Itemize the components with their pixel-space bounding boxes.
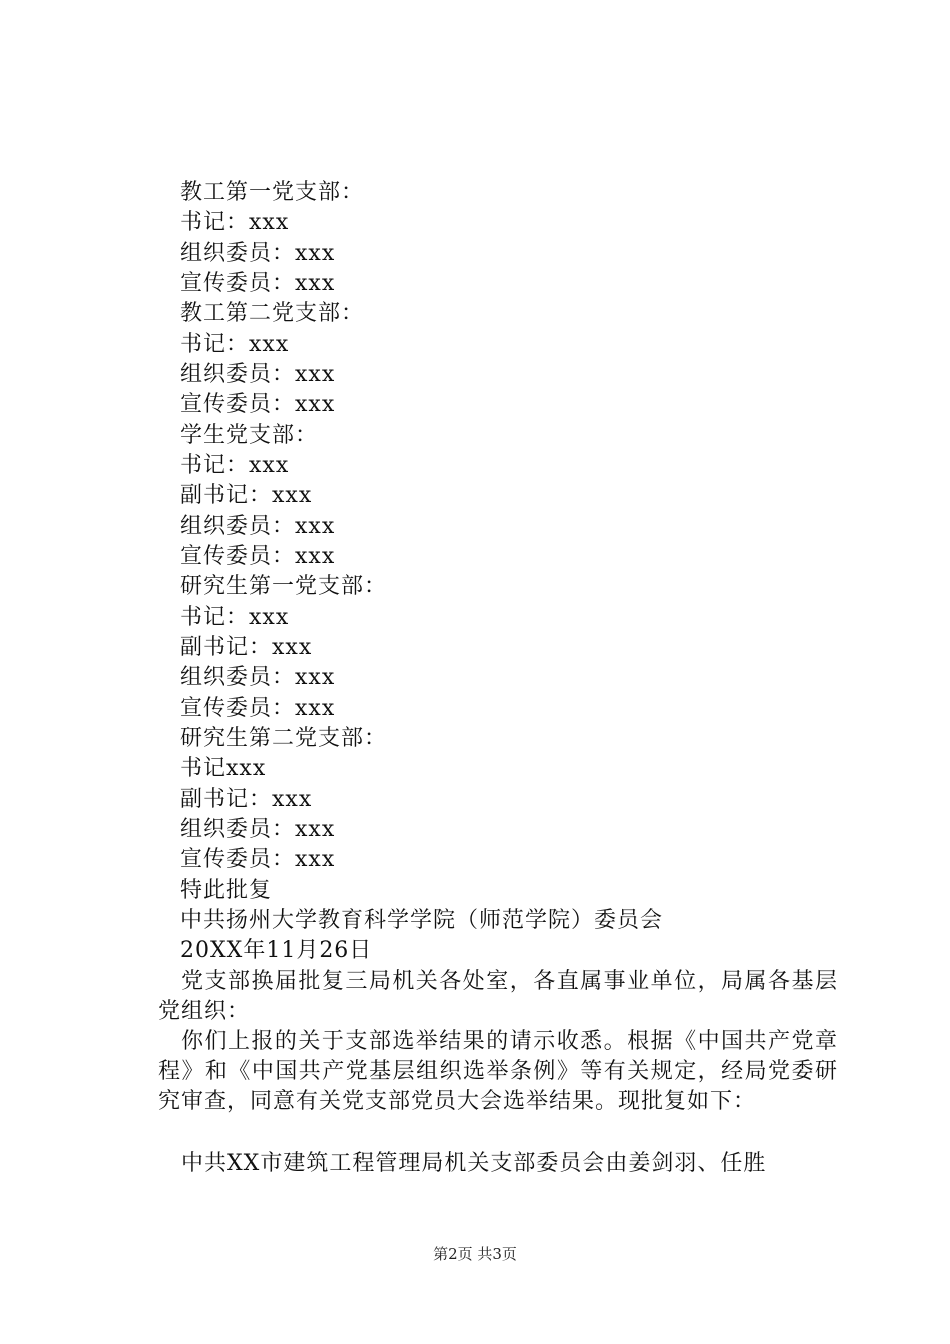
branch-heading: 学生党支部： [180, 423, 319, 448]
role-line: 宣传委员：xxx [180, 847, 336, 872]
role-line: 宣传委员：xxx [180, 696, 336, 721]
branch-heading: 教工第二党支部： [180, 301, 365, 326]
branch-heading: 研究生第一党支部： [180, 574, 388, 599]
closing-line: 特此批复 [180, 878, 273, 903]
role-line: 副书记：xxx [180, 787, 313, 812]
body-paragraph: 中共XX市建筑工程管理局机关支部委员会由姜剑羽、任胜 [181, 1151, 767, 1176]
body-paragraph: 你们上报的关于支部选举结果的请示收悉。根据《中国共产党章程》和《中国共产党基层组织选举条例》等有关规定，经局党委研究审查，同意有关党支部党员大会选举结果。现批复如下： [158, 1029, 838, 1114]
signature-org: 中共扬州大学教育科学学院（师范学院）委员会 [180, 908, 664, 933]
role-line: 副书记：xxx [180, 635, 313, 660]
role-line: 副书记：xxx [180, 483, 313, 508]
role-line: 组织委员：xxx [180, 241, 336, 266]
role-line: 书记：xxx [180, 210, 290, 235]
branch-heading: 教工第一党支部： [180, 180, 365, 205]
role-line: 组织委员：xxx [180, 817, 336, 842]
role-line: 书记：xxx [180, 332, 290, 357]
role-line: 宣传委员：xxx [180, 544, 336, 569]
body-paragraph: 党支部换届批复三局机关各处室，各直属事业单位，局属各基层党组织： [158, 969, 838, 1024]
page-footer: 第2页 共3页 [433, 1245, 517, 1263]
role-line: 组织委员：xxx [180, 362, 336, 387]
role-line: 书记：xxx [180, 605, 290, 630]
branch-heading: 研究生第二党支部： [180, 726, 388, 751]
role-line: 书记xxx [180, 756, 267, 781]
signature-date: 20XX年11月26日 [180, 938, 373, 963]
role-line: 宣传委员：xxx [180, 271, 336, 296]
role-line: 书记：xxx [180, 453, 290, 478]
role-line: 宣传委员：xxx [180, 392, 336, 417]
role-line: 组织委员：xxx [180, 514, 336, 539]
role-line: 组织委员：xxx [180, 665, 336, 690]
